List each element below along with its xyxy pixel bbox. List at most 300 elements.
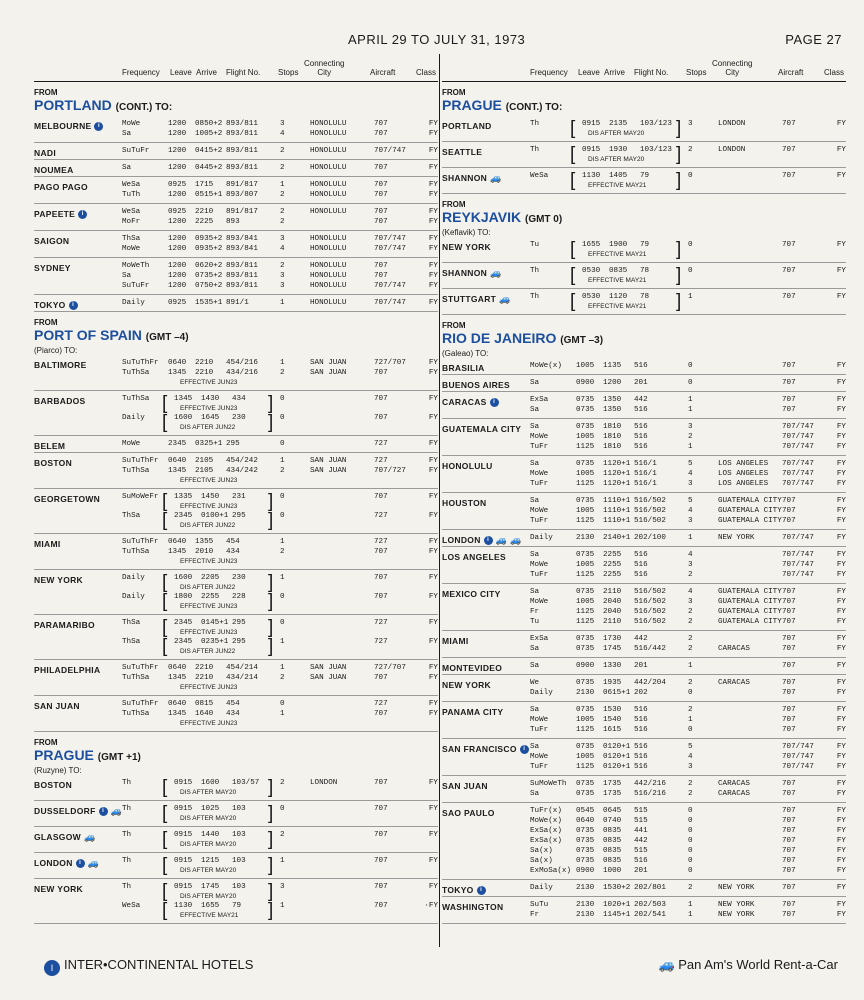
cell-aircraft: 707/747 xyxy=(782,470,814,478)
cell-frequency: Daily xyxy=(122,299,145,307)
header-flight: Flight No. xyxy=(634,68,669,77)
cell-flight: 516 xyxy=(634,857,648,865)
cell-aircraft: 707 xyxy=(374,272,388,280)
cell-frequency: Sa xyxy=(122,272,132,280)
cell-flight: 516/502 xyxy=(634,588,666,596)
note-text: DIS AFTER MAY20 xyxy=(180,841,237,848)
cell-aircraft: 707 xyxy=(374,779,388,787)
cell-leave: 1800 xyxy=(174,593,193,601)
cell-frequency: Th xyxy=(122,883,132,891)
destination-name: GLASGOW xyxy=(34,832,81,842)
cell-arrive: 0815 xyxy=(195,700,214,708)
cell-flight: 516 xyxy=(634,726,648,734)
cell-class: FY xyxy=(836,267,846,275)
cell-class: FY xyxy=(836,460,846,468)
cell-stops: 4 xyxy=(280,130,285,138)
cell-aircraft: 707 xyxy=(782,884,796,892)
cell-leave: 1200 xyxy=(168,282,187,290)
note-text: EFFECTIVE MAY21 xyxy=(588,182,647,189)
header-frequency: Frequency xyxy=(530,68,568,77)
cell-aircraft: 707 xyxy=(374,710,388,718)
schedule-row xyxy=(34,231,438,258)
cell-arrive: 1530 xyxy=(603,706,622,714)
cell-arrive: 1640 xyxy=(195,710,214,718)
cell-class: FY xyxy=(836,763,846,771)
cell-stops: 0 xyxy=(280,805,285,813)
schedule-note xyxy=(442,181,846,190)
cell-arrive: 1450 xyxy=(201,493,220,501)
section-suffix: (CONT.) TO: xyxy=(505,102,563,113)
cell-leave: 2130 xyxy=(576,534,595,542)
cell-leave: 0640 xyxy=(168,359,187,367)
cell-frequency: TuFr xyxy=(530,571,549,579)
cell-leave: 1200 xyxy=(168,245,187,253)
schedule-row xyxy=(442,658,846,675)
cell-stops: 2 xyxy=(688,618,693,626)
cell-class: FY xyxy=(836,396,846,404)
date-range: APRIL 29 TO JULY 31, 1973 xyxy=(348,32,526,47)
cell-flight: 230 xyxy=(232,414,246,422)
header-leave: Leave xyxy=(578,68,600,77)
section-from: FROM xyxy=(34,738,58,747)
cell-flight: 516/502 xyxy=(634,497,666,505)
cell-leave: 0735 xyxy=(576,743,595,751)
cell-aircraft: 707/747 xyxy=(374,245,406,253)
cell-class: FY xyxy=(836,911,846,919)
cell-arrive: 2210 xyxy=(195,674,214,682)
cell-flight: 516 xyxy=(634,763,648,771)
destination-name: LONDON xyxy=(34,858,73,868)
cell-flight: 442/204 xyxy=(634,679,666,687)
flight-line xyxy=(442,779,846,789)
destination-name: CARACAS xyxy=(442,397,487,407)
section-from: FROM xyxy=(34,318,58,327)
header-stops: Stops xyxy=(686,68,707,77)
bracket-left: [ xyxy=(162,636,168,657)
destination-name: SAN JUAN xyxy=(442,781,488,791)
cell-city: CARACAS xyxy=(718,645,750,653)
cell-class: FY xyxy=(836,480,846,488)
cell-leave: 1200 xyxy=(168,164,187,172)
cell-flight: 442 xyxy=(634,635,648,643)
flight-line xyxy=(34,709,438,719)
destination-name: NADI xyxy=(34,148,56,158)
cell-city: HONOLULU xyxy=(310,191,347,199)
cell-flight: 454/216 xyxy=(226,359,258,367)
bracket-left: [ xyxy=(570,265,576,286)
bracket-left: [ xyxy=(162,829,168,850)
cell-stops: 1 xyxy=(688,396,693,404)
cell-stops: 0 xyxy=(688,807,693,815)
section-subtitle: (Galeao) TO: xyxy=(442,349,489,358)
flight-line xyxy=(34,573,438,583)
bracket-left: [ xyxy=(162,510,168,531)
cell-class: FY xyxy=(836,561,846,569)
bracket-right: ] xyxy=(268,412,274,433)
cell-leave: 0900 xyxy=(576,867,595,875)
cell-flight: 202 xyxy=(634,689,648,697)
cell-flight: 891/817 xyxy=(226,208,258,216)
cell-stops: 1 xyxy=(688,406,693,414)
schedule-row xyxy=(34,116,438,143)
car-icon: 🚙 xyxy=(510,535,522,546)
schedule-note xyxy=(442,155,846,164)
cell-aircraft: 707 xyxy=(374,218,388,226)
cell-class: FY xyxy=(428,262,438,270)
schedule-row xyxy=(442,702,846,739)
schedule-row xyxy=(34,143,438,160)
destination-name: LONDON xyxy=(442,535,481,545)
cell-frequency: Sa xyxy=(530,790,540,798)
cell-class: FY xyxy=(428,538,438,546)
header-stops: Stops xyxy=(278,68,299,77)
cell-stops: 2 xyxy=(688,635,693,643)
destination-name: WASHINGTON xyxy=(442,902,504,912)
cell-city: HONOLULU xyxy=(310,245,347,253)
cell-flight: 516/502 xyxy=(634,618,666,626)
cell-aircraft: 707 xyxy=(782,911,796,919)
header-city: City xyxy=(317,68,332,77)
bracket-right: ] xyxy=(268,855,274,876)
cell-arrive: 2105 xyxy=(195,467,214,475)
cell-class: FY xyxy=(836,645,846,653)
cell-leave: 0545 xyxy=(576,807,595,815)
cell-aircraft: 707/747 xyxy=(782,433,814,441)
cell-aircraft: 707 xyxy=(782,146,796,154)
note-text: EFFECTIVE JUN23 xyxy=(180,720,238,727)
cell-aircraft: 707 xyxy=(782,790,796,798)
cell-class: FY xyxy=(836,423,846,431)
cell-leave: 2130 xyxy=(576,901,595,909)
cell-arrive: 0935+2 xyxy=(195,245,223,253)
car-icon: 🚙 xyxy=(658,957,675,972)
cell-aircraft: 707 xyxy=(374,130,388,138)
hotel-icon: i xyxy=(484,536,493,545)
bracket-left: [ xyxy=(162,803,168,824)
flight-line xyxy=(34,592,438,602)
bracket-left: [ xyxy=(162,900,168,921)
cell-class: FY xyxy=(836,726,846,734)
cell-arrive: 2255 xyxy=(603,551,622,559)
schedule-row xyxy=(34,827,438,853)
cell-leave: 0915 xyxy=(174,805,193,813)
schedule-row xyxy=(34,177,438,204)
cell-arrive: 0620+2 xyxy=(195,262,223,270)
cell-aircraft: 707 xyxy=(374,395,388,403)
cell-leave: 0640 xyxy=(168,700,187,708)
cell-flight: 893/811 xyxy=(226,164,258,172)
cell-frequency: Sa xyxy=(122,130,132,138)
schedule-note xyxy=(442,276,846,285)
cell-leave: 0900 xyxy=(576,662,595,670)
cell-frequency: MoWe xyxy=(122,245,141,253)
bracket-left: [ xyxy=(162,572,168,593)
cell-flight: 891/1 xyxy=(226,299,249,307)
cell-arrive: 2040 xyxy=(603,598,622,606)
section-heading xyxy=(442,88,846,116)
cell-leave: 1125 xyxy=(576,618,595,626)
cell-frequency: TuThSa xyxy=(122,467,150,475)
cell-city: LOS ANGELES xyxy=(718,470,769,478)
cell-class: FY xyxy=(428,831,438,839)
cell-arrive: 1145+1 xyxy=(603,911,631,919)
cell-frequency: TuThSa xyxy=(122,710,150,718)
right-column xyxy=(442,54,846,924)
cell-stops: 4 xyxy=(280,245,285,253)
cell-aircraft: 707 xyxy=(782,645,796,653)
flight-line xyxy=(442,617,846,627)
cell-arrive: 2135 xyxy=(609,120,628,128)
cell-class: FY xyxy=(428,272,438,280)
cell-class: FY xyxy=(836,507,846,515)
bracket-right: ] xyxy=(268,510,274,531)
cell-stops: 2 xyxy=(280,548,285,556)
cell-frequency: WeSa xyxy=(530,172,549,180)
cell-stops: 0 xyxy=(688,817,693,825)
flight-line xyxy=(442,816,846,826)
cell-leave: 0915 xyxy=(174,831,193,839)
header-connecting: Connecting xyxy=(712,59,753,68)
schedule-note xyxy=(34,788,438,797)
cell-arrive: 1405 xyxy=(609,172,628,180)
section-suffix: (GMT +1) xyxy=(97,752,141,763)
flight-line xyxy=(34,180,438,190)
cell-stops: 0 xyxy=(280,395,285,403)
cell-aircraft: 707 xyxy=(782,780,796,788)
cell-class: FY xyxy=(428,457,438,465)
hotel-icon: i xyxy=(69,301,78,310)
section-title xyxy=(34,97,438,116)
schedule-row xyxy=(442,675,846,702)
cell-frequency: TuFr xyxy=(530,480,549,488)
flight-line xyxy=(442,550,846,560)
schedule-row xyxy=(442,547,846,584)
cell-stops: 2 xyxy=(688,780,693,788)
cell-arrive: 0645 xyxy=(603,807,622,815)
cell-aircraft: 727 xyxy=(374,619,388,627)
cell-leave: 0735 xyxy=(576,837,595,845)
flight-line xyxy=(442,634,846,644)
schedule-row xyxy=(442,776,846,803)
schedule-row xyxy=(442,375,846,392)
cell-city: SAN JUAN xyxy=(310,359,347,367)
hotel-icon: i xyxy=(490,398,499,407)
flight-line xyxy=(442,469,846,479)
schedule-row xyxy=(34,660,438,696)
cell-arrive: 0850+2 xyxy=(195,120,223,128)
cell-class: FY xyxy=(428,467,438,475)
note-text: DIS AFTER MAY20 xyxy=(588,156,645,163)
cell-arrive: 2140+1 xyxy=(603,534,631,542)
bracket-right: ] xyxy=(268,803,274,824)
flight-line xyxy=(442,597,846,607)
cell-stops: 3 xyxy=(280,272,285,280)
cell-leave: 1005 xyxy=(576,598,595,606)
cell-aircraft: 707 xyxy=(782,726,796,734)
cell-class: FY xyxy=(428,282,438,290)
cell-leave: 0925 xyxy=(168,208,187,216)
cell-class: FY xyxy=(428,235,438,243)
flight-line xyxy=(442,266,846,276)
cell-stops: 2 xyxy=(688,571,693,579)
flight-line xyxy=(442,826,846,836)
cell-flight: 295 xyxy=(232,512,246,520)
cell-stops: 2 xyxy=(280,262,285,270)
cell-leave: 1005 xyxy=(576,362,595,370)
cell-arrive: 0835 xyxy=(609,267,628,275)
schedule-row xyxy=(442,168,846,194)
cell-flight: 454 xyxy=(226,538,240,546)
cell-aircraft: 707 xyxy=(782,837,796,845)
cell-aircraft: 707 xyxy=(374,120,388,128)
cell-arrive: 1110+1 xyxy=(603,507,631,515)
flight-line xyxy=(442,705,846,715)
flight-line xyxy=(34,146,438,156)
cell-stops: 2 xyxy=(688,608,693,616)
note-text: EFFECTIVE MAY21 xyxy=(588,277,647,284)
flight-line xyxy=(442,292,846,302)
flight-line xyxy=(442,570,846,580)
schedule-note xyxy=(34,378,438,387)
cell-aircraft: 707 xyxy=(782,507,796,515)
flight-line xyxy=(34,368,438,378)
destination-name: NEW YORK xyxy=(442,680,491,690)
cell-class: FY xyxy=(428,805,438,813)
flight-line xyxy=(442,119,846,129)
cell-leave: 0735 xyxy=(576,497,595,505)
flight-line xyxy=(34,281,438,291)
cell-leave: 1200 xyxy=(168,218,187,226)
cell-arrive: 1025 xyxy=(201,805,220,813)
car-icon: 🚙 xyxy=(110,806,123,817)
cell-aircraft: 707 xyxy=(782,267,796,275)
cell-leave: 1345 xyxy=(168,548,187,556)
cell-arrive: 1120+1 xyxy=(603,470,631,478)
destination-name: PAGO PAGO xyxy=(34,182,88,192)
car-icon: 🚙 xyxy=(490,268,502,279)
cell-class: FY xyxy=(836,588,846,596)
cell-leave: 0915 xyxy=(174,883,193,891)
cell-class: FY xyxy=(428,700,438,708)
flight-line xyxy=(442,607,846,617)
cell-frequency: Tu xyxy=(530,618,540,626)
note-text: EFFECTIVE JUN23 xyxy=(180,405,238,412)
cell-flight: 103/123 xyxy=(640,146,672,154)
hotel-icon: i xyxy=(76,859,85,868)
flight-line xyxy=(442,361,846,371)
cell-stops: 3 xyxy=(280,120,285,128)
flight-line xyxy=(34,618,438,628)
cell-frequency: SuTuThFr xyxy=(122,700,159,708)
cell-city: LONDON xyxy=(718,120,746,128)
flight-line xyxy=(442,644,846,654)
destination-name: MEXICO CITY xyxy=(442,589,501,599)
cell-stops: 0 xyxy=(688,362,693,370)
cell-frequency: Daily xyxy=(530,534,553,542)
flight-line xyxy=(442,442,846,452)
bracket-left: [ xyxy=(570,291,576,312)
cell-arrive: 1655 xyxy=(201,902,220,910)
cell-leave: 0530 xyxy=(582,267,601,275)
schedule-row xyxy=(442,419,846,456)
cell-stops: 1 xyxy=(688,901,693,909)
cell-frequency: SuTuThFr xyxy=(122,538,159,546)
flight-line xyxy=(34,511,438,521)
cell-arrive: 2110 xyxy=(603,588,622,596)
cell-frequency: MoFr xyxy=(122,218,141,226)
cell-stops: 2 xyxy=(280,467,285,475)
schedule-row xyxy=(34,570,438,615)
bracket-left: [ xyxy=(570,118,576,139)
cell-aircraft: 707 xyxy=(782,517,796,525)
destination-name: GUATEMALA CITY xyxy=(442,424,522,434)
cell-frequency: Sa xyxy=(530,379,540,387)
section-title xyxy=(442,330,846,349)
cell-flight: 295 xyxy=(226,440,240,448)
column-header xyxy=(442,54,846,82)
note-text: DIS AFTER MAY20 xyxy=(180,893,237,900)
cell-arrive: 1900 xyxy=(609,241,628,249)
cell-class: FY xyxy=(836,618,846,626)
cell-frequency: MoWe xyxy=(530,753,549,761)
cell-stops: 4 xyxy=(688,753,693,761)
cell-aircraft: 707 xyxy=(782,241,796,249)
destination-name: TOKYO xyxy=(34,300,66,310)
cell-leave: 1345 xyxy=(168,467,187,475)
flight-line xyxy=(34,804,438,814)
header-city: City xyxy=(725,68,740,77)
flight-line xyxy=(442,856,846,866)
destination-name: MIAMI xyxy=(442,636,469,646)
cell-leave: 0915 xyxy=(582,120,601,128)
cell-leave: 2130 xyxy=(576,884,595,892)
cell-flight: 516 xyxy=(634,561,648,569)
bracket-right: ] xyxy=(676,118,682,139)
page-header xyxy=(0,32,864,52)
bracket-left: [ xyxy=(570,239,576,260)
cell-leave: 0735 xyxy=(576,635,595,643)
cell-class: FY xyxy=(836,847,846,855)
cell-aircraft: 707/747 xyxy=(782,561,814,569)
cell-arrive: 1200 xyxy=(603,379,622,387)
cell-arrive: 1135 xyxy=(603,362,622,370)
cell-aircraft: 707 xyxy=(782,172,796,180)
section-city: PRAGUE xyxy=(442,97,502,113)
header-leave: Leave xyxy=(170,68,192,77)
schedule-row xyxy=(34,453,438,489)
cell-flight: 454/214 xyxy=(226,664,258,672)
bracket-right: ] xyxy=(268,393,274,414)
cell-aircraft: 727 xyxy=(374,700,388,708)
cell-aircraft: 707 xyxy=(782,807,796,815)
cell-class: FY xyxy=(428,710,438,718)
header-arrive: Arrive xyxy=(604,68,625,77)
cell-stops: 1 xyxy=(280,299,285,307)
left-column xyxy=(34,54,438,924)
cell-stops: 3 xyxy=(688,517,693,525)
cell-leave: 0735 xyxy=(576,551,595,559)
cell-aircraft: 707/747 xyxy=(782,534,814,542)
cell-stops: 4 xyxy=(688,470,693,478)
destination-name: BUENOS AIRES xyxy=(442,380,510,390)
cell-class: FY xyxy=(428,493,438,501)
cell-arrive: 1935 xyxy=(603,679,622,687)
cell-stops: 4 xyxy=(688,588,693,596)
schedule-row xyxy=(442,493,846,530)
cell-arrive: 1350 xyxy=(603,406,622,414)
cell-city: GUATEMALA CITY xyxy=(718,608,782,616)
flight-line xyxy=(34,190,438,200)
